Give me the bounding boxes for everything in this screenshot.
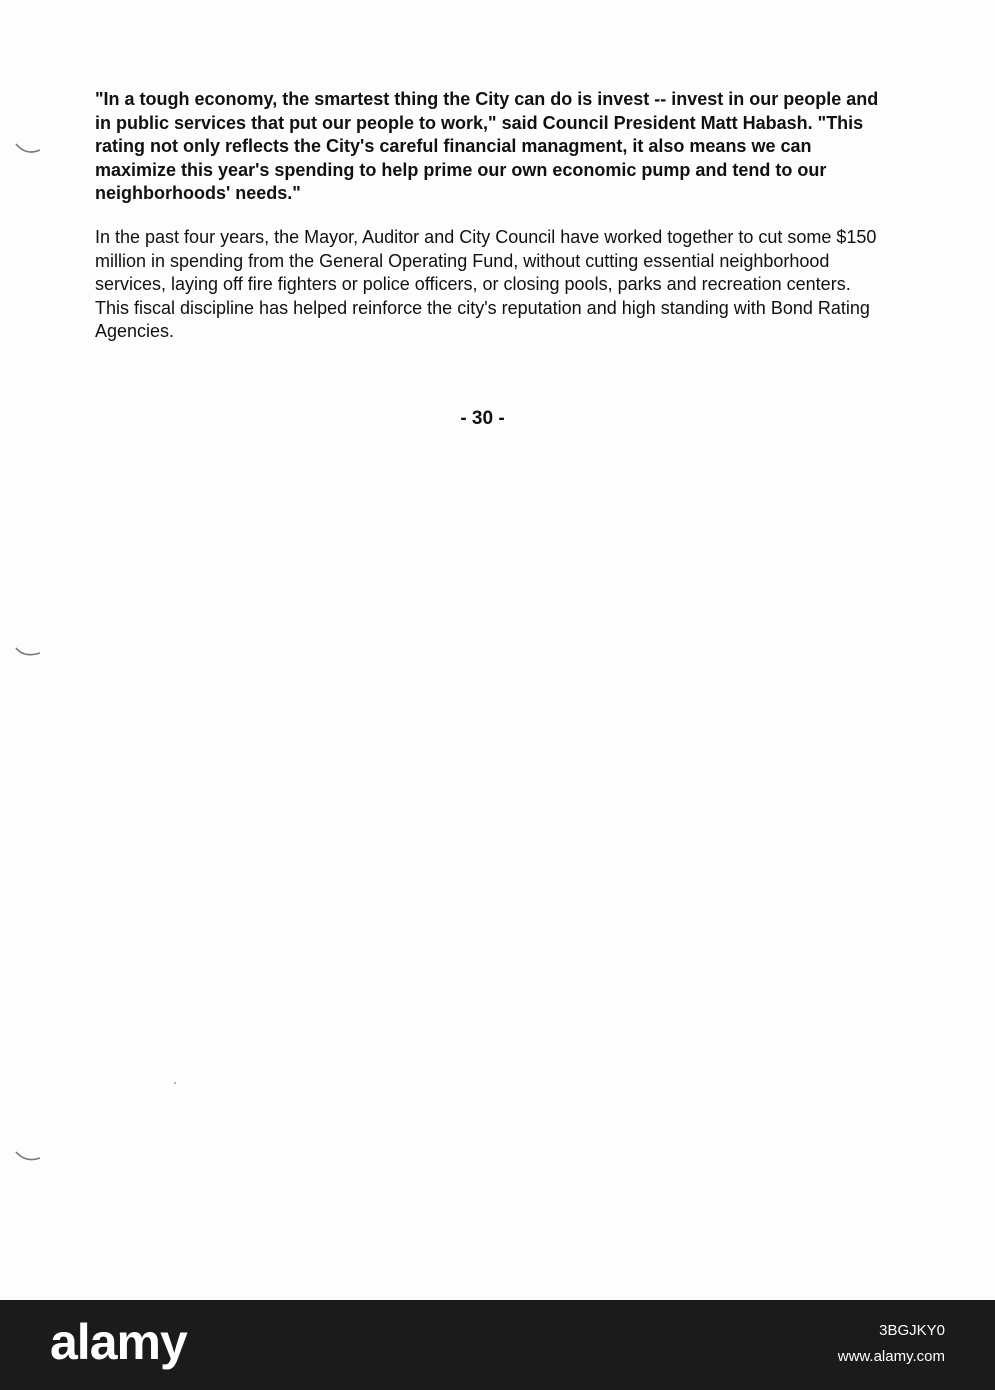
page-number: - 30 - [460,408,505,429]
punch-hole-mark-icon [14,142,42,156]
watermark-url: www.alamy.com [837,1348,945,1365]
punch-hole-mark-icon [14,1150,42,1164]
watermark-image-id: 3BGJKY0 [879,1322,945,1339]
watermark-logo: alamy [50,1314,187,1370]
body-paragraph: In the past four years, the Mayor, Auditor and City Council have worked together to cut some $150 million in spending from the General Operating Fund, without cutting essential neighborhood services, laying off fire fighters or police officers, or closing pools, parks and recreation centers. This fiscal discipline has helped reinforce the city's reputation and high standing with Bond Rating Agencies. [95,227,877,341]
quote-paragraph: "In a tough economy, the smartest thing the City can do is invest -- invest in our people and in public services that put our people to work," said Council President Matt Habash. "This rating not only reflects the City's careful financial managment, it also means we can maximize this year's spending to help prime our own economic pump and tend to our neighborhoods' needs." [95,89,879,203]
punch-hole-mark-icon [14,646,42,660]
watermark-bar [0,1300,995,1390]
scan-speck [174,1082,176,1084]
